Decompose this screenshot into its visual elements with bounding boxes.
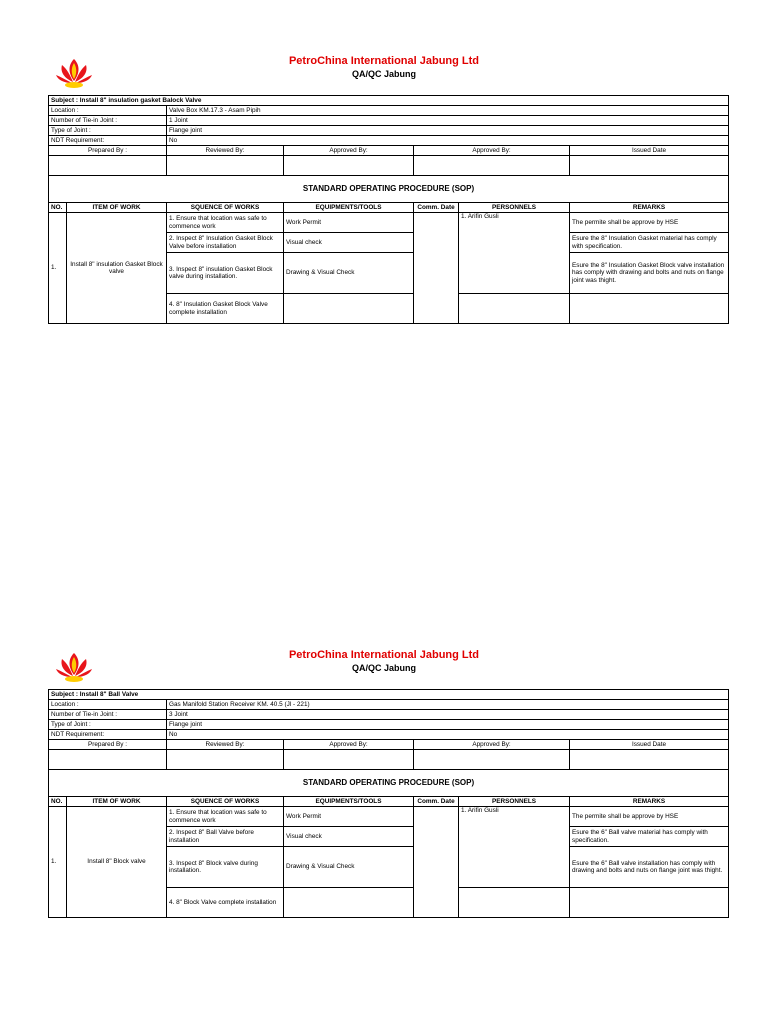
- sop-table: [48, 95, 729, 324]
- prepared-by-header: Prepared By :: [49, 740, 167, 750]
- sop-title: STANDARD OPERATING PROCEDURE (SOP): [49, 176, 729, 203]
- reviewed-by-header: Reviewed By:: [167, 740, 284, 750]
- col-no: NO.: [49, 203, 67, 213]
- remark-cell: The permite shall be approve by HSE: [570, 807, 729, 827]
- col-personnel: PERSONNELS: [459, 797, 570, 807]
- equipment-cell: [284, 888, 414, 918]
- col-item-of-work: ITEM OF WORK: [67, 797, 167, 807]
- col-item-of-work: ITEM OF WORK: [67, 203, 167, 213]
- location-label: Location :: [49, 700, 167, 710]
- sequence-step: 4. 8" Block Valve complete installation: [167, 888, 284, 918]
- ndt-value: No: [167, 730, 729, 740]
- department-name: QA/QC Jabung: [351, 69, 416, 79]
- row-no: 1.: [49, 213, 67, 324]
- remark-cell: Esure the 6" Ball valve material has comply with specification.: [570, 827, 729, 847]
- equipment-cell: [284, 294, 414, 324]
- approved-by-signature: [284, 156, 414, 176]
- remark-cell: Esure the 6" Ball valve installation has comply with drawing and bolts and nuts on flange joint was thight.: [570, 847, 729, 888]
- sop-title: STANDARD OPERATING PROCEDURE (SOP): [49, 770, 729, 797]
- location-value: Valve Box KM.17.3 - Asam Pipih: [167, 106, 729, 116]
- col-remarks: REMARKS: [570, 797, 729, 807]
- sequence-step: 2. Inspect 8" Insulation Gasket Block Valve before installation: [167, 233, 284, 253]
- item-of-work: Install 8" insulation Gasket Block valve: [67, 213, 167, 324]
- approved-by-header-2: Approved By:: [414, 740, 570, 750]
- remark-cell: Esure the 8" Insulation Gasket Block valve installation has comply with drawing and bolts and nuts on flange joint was thight.: [570, 253, 729, 294]
- tie-in-label: Number of Tie-in Joint :: [49, 710, 167, 720]
- joint-type-label: Type of Joint :: [49, 720, 167, 730]
- issued-date-header: Issued Date: [570, 740, 729, 750]
- reviewed-by-signature: [167, 156, 284, 176]
- sequence-step: 1. Ensure that location was safe to commence work: [167, 807, 284, 827]
- remark-cell: [570, 294, 729, 324]
- col-equipment: EQUIPMENTS/TOOLS: [284, 797, 414, 807]
- equipment-cell: Work Permit: [284, 807, 414, 827]
- row-no: 1.: [49, 807, 67, 918]
- approved-by-signature-2: [414, 750, 570, 770]
- approved-by-header-2: Approved By:: [414, 146, 570, 156]
- reviewed-by-signature: [167, 750, 284, 770]
- company-name: PetroChina International Jabung Ltd: [288, 649, 480, 661]
- sop-sheet: [0, 594, 768, 954]
- ndt-label: NDT Requirement:: [49, 136, 167, 146]
- subject-line: Subject : Install 8" insulation gasket Balock Valve: [49, 96, 729, 106]
- col-no: NO.: [49, 797, 67, 807]
- remark-cell: [570, 888, 729, 918]
- equipment-cell: Drawing & Visual Check: [284, 253, 414, 294]
- sequence-step: 1. Ensure that location was safe to commence work: [167, 213, 284, 233]
- equipment-cell: Visual check: [284, 827, 414, 847]
- col-equipment: EQUIPMENTS/TOOLS: [284, 203, 414, 213]
- prepared-by-header: Prepared By :: [49, 146, 167, 156]
- col-comm-date: Comm. Date: [414, 797, 459, 807]
- personnel-empty-cell: [459, 294, 570, 324]
- subject-line: Subject : Install 8" Ball Valve: [49, 690, 729, 700]
- joint-type-label: Type of Joint :: [49, 126, 167, 136]
- joint-type-value: Flange joint: [167, 126, 729, 136]
- col-remarks: REMARKS: [570, 203, 729, 213]
- reviewed-by-header: Reviewed By:: [167, 146, 284, 156]
- approved-by-header: Approved By:: [284, 146, 414, 156]
- comm-date-cell: [414, 213, 459, 324]
- equipment-cell: Drawing & Visual Check: [284, 847, 414, 888]
- sequence-step: 3. Inspect 8" insulation Gasket Block valve during installation.: [167, 253, 284, 294]
- approved-by-signature-2: [414, 156, 570, 176]
- tie-in-label: Number of Tie-in Joint :: [49, 116, 167, 126]
- issued-date-header: Issued Date: [570, 146, 729, 156]
- approved-by-header: Approved By:: [284, 740, 414, 750]
- sequence-step: 4. 8" Insulation Gasket Block Valve complete installation: [167, 294, 284, 324]
- sequence-step: 2. Inspect 8" Ball Valve before installation: [167, 827, 284, 847]
- department-name: QA/QC Jabung: [351, 663, 416, 673]
- approved-by-signature: [284, 750, 414, 770]
- comm-date-cell: [414, 807, 459, 918]
- location-value: Gas Manifold Station Receiver KM. 40.5 (Jl - 221): [167, 700, 729, 710]
- col-sequence: SQUENCE OF WORKS: [167, 797, 284, 807]
- col-comm-date: Comm. Date: [414, 203, 459, 213]
- remark-cell: The permite shall be approve by HSE: [570, 213, 729, 233]
- issued-date-value: [570, 750, 729, 770]
- company-name: PetroChina International Jabung Ltd: [288, 55, 480, 67]
- ndt-label: NDT Requirement:: [49, 730, 167, 740]
- personnel-cell: 1. Arifin Gusli: [459, 213, 570, 294]
- equipment-cell: Visual check: [284, 233, 414, 253]
- remark-cell: Esure the 8" Insulation Gasket material has comply with specification.: [570, 233, 729, 253]
- location-label: Location :: [49, 106, 167, 116]
- personnel-empty-cell: [459, 888, 570, 918]
- personnel-cell: 1. Arifin Gusli: [459, 807, 570, 888]
- equipment-cell: Work Permit: [284, 213, 414, 233]
- prepared-by-signature: [49, 156, 167, 176]
- item-of-work: Install 8" Block valve: [67, 807, 167, 918]
- joint-type-value: Flange joint: [167, 720, 729, 730]
- col-sequence: SQUENCE OF WORKS: [167, 203, 284, 213]
- tie-in-value: 3 Joint: [167, 710, 729, 720]
- ndt-value: No: [167, 136, 729, 146]
- sop-sheet: [0, 0, 768, 360]
- sequence-step: 3. Inspect 8" Block valve during installation.: [167, 847, 284, 888]
- tie-in-value: 1 Joint: [167, 116, 729, 126]
- prepared-by-signature: [49, 750, 167, 770]
- col-personnel: PERSONNELS: [459, 203, 570, 213]
- sop-table: [48, 689, 729, 918]
- issued-date-value: [570, 156, 729, 176]
